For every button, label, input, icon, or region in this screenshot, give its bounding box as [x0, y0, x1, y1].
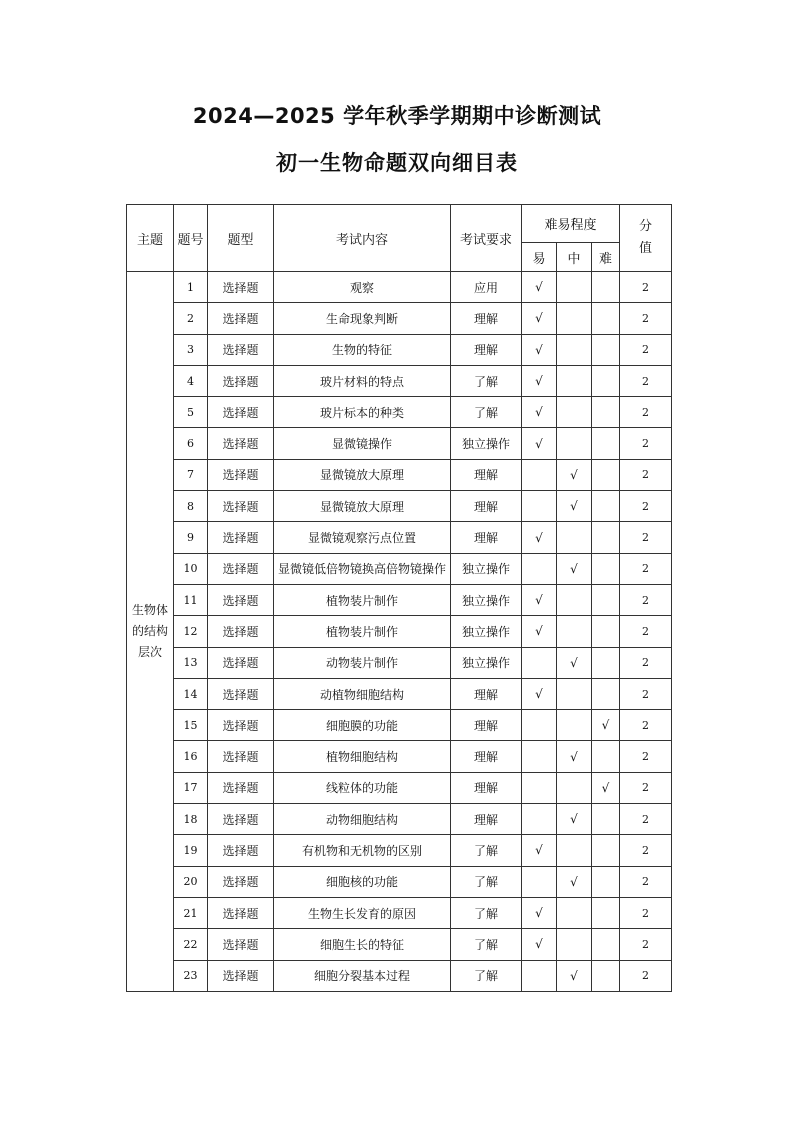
difficulty-medium-mark: [557, 584, 592, 615]
table-row: [127, 741, 672, 772]
question-requirement: 了解: [451, 365, 522, 396]
question-score: 2: [620, 616, 672, 647]
question-content: 植物装片制作: [274, 616, 451, 647]
difficulty-medium-mark: √: [557, 647, 592, 678]
question-requirement: 理解: [451, 303, 522, 334]
question-type: 选择题: [208, 397, 274, 428]
question-type: 选择题: [208, 584, 274, 615]
question-score: 2: [620, 365, 672, 396]
difficulty-hard-mark: [592, 647, 620, 678]
table-row: [127, 522, 672, 553]
table-row: [127, 303, 672, 334]
difficulty-hard-mark: [592, 303, 620, 334]
question-requirement: 独立操作: [451, 428, 522, 459]
header-easy: 易: [522, 243, 557, 272]
table-row: [127, 397, 672, 428]
difficulty-easy-mark: [522, 553, 557, 584]
question-number: 13: [174, 647, 208, 678]
table-body: [127, 272, 672, 992]
question-type: 选择题: [208, 710, 274, 741]
question-type: 选择题: [208, 804, 274, 835]
question-requirement: 理解: [451, 522, 522, 553]
difficulty-easy-mark: √: [522, 522, 557, 553]
question-content: 植物装片制作: [274, 584, 451, 615]
question-content: 显微镜操作: [274, 428, 451, 459]
question-content: 植物细胞结构: [274, 741, 451, 772]
difficulty-hard-mark: [592, 897, 620, 928]
difficulty-easy-mark: [522, 960, 557, 991]
question-content: 玻片标本的种类: [274, 397, 451, 428]
difficulty-medium-mark: [557, 897, 592, 928]
question-type: 选择题: [208, 741, 274, 772]
difficulty-hard-mark: [592, 491, 620, 522]
header-hard: 难: [592, 243, 620, 272]
question-type: 选择题: [208, 428, 274, 459]
question-content: 有机物和无机物的区别: [274, 835, 451, 866]
difficulty-medium-mark: √: [557, 866, 592, 897]
question-type: 选择题: [208, 897, 274, 928]
question-requirement: 了解: [451, 960, 522, 991]
question-score: 2: [620, 897, 672, 928]
question-number: 9: [174, 522, 208, 553]
difficulty-easy-mark: [522, 647, 557, 678]
question-score: 2: [620, 772, 672, 803]
difficulty-medium-mark: [557, 303, 592, 334]
header-topic: 主题: [127, 205, 174, 272]
question-content: 生物生长发育的原因: [274, 897, 451, 928]
question-score: 2: [620, 678, 672, 709]
difficulty-medium-mark: [557, 428, 592, 459]
question-requirement: 了解: [451, 835, 522, 866]
difficulty-hard-mark: [592, 741, 620, 772]
question-requirement: 了解: [451, 397, 522, 428]
header-number: 题号: [174, 205, 208, 272]
difficulty-hard-mark: [592, 553, 620, 584]
question-requirement: 理解: [451, 459, 522, 490]
document-subtitle: 初一生物命题双向细目表: [276, 151, 518, 175]
question-requirement: 理解: [451, 491, 522, 522]
question-type: 选择题: [208, 491, 274, 522]
difficulty-hard-mark: [592, 616, 620, 647]
question-score: 2: [620, 584, 672, 615]
table-row: [127, 584, 672, 615]
difficulty-easy-mark: [522, 710, 557, 741]
question-requirement: 理解: [451, 678, 522, 709]
question-score: 2: [620, 960, 672, 991]
question-type: 选择题: [208, 272, 274, 303]
difficulty-easy-mark: √: [522, 428, 557, 459]
difficulty-hard-mark: [592, 365, 620, 396]
question-requirement: 独立操作: [451, 647, 522, 678]
question-number: 17: [174, 772, 208, 803]
table-row: [127, 710, 672, 741]
question-requirement: 独立操作: [451, 553, 522, 584]
difficulty-hard-mark: [592, 866, 620, 897]
difficulty-easy-mark: [522, 741, 557, 772]
table-row: [127, 272, 672, 303]
difficulty-medium-mark: √: [557, 491, 592, 522]
difficulty-easy-mark: √: [522, 334, 557, 365]
question-number: 19: [174, 835, 208, 866]
difficulty-hard-mark: [592, 835, 620, 866]
question-type: 选择题: [208, 522, 274, 553]
difficulty-medium-mark: [557, 616, 592, 647]
difficulty-easy-mark: √: [522, 678, 557, 709]
question-number: 2: [174, 303, 208, 334]
difficulty-easy-mark: √: [522, 929, 557, 960]
question-number: 5: [174, 397, 208, 428]
table-row: [127, 897, 672, 928]
difficulty-medium-mark: [557, 835, 592, 866]
question-number: 7: [174, 459, 208, 490]
difficulty-hard-mark: [592, 522, 620, 553]
question-requirement: 理解: [451, 772, 522, 803]
difficulty-easy-mark: √: [522, 584, 557, 615]
question-number: 8: [174, 491, 208, 522]
difficulty-easy-mark: [522, 772, 557, 803]
question-number: 14: [174, 678, 208, 709]
header-medium: 中: [557, 243, 592, 272]
difficulty-medium-mark: [557, 772, 592, 803]
question-score: 2: [620, 929, 672, 960]
table-row: [127, 960, 672, 991]
question-score: 2: [620, 647, 672, 678]
question-type: 选择题: [208, 365, 274, 396]
question-content: 生命现象判断: [274, 303, 451, 334]
table-row: [127, 804, 672, 835]
difficulty-medium-mark: √: [557, 553, 592, 584]
table-row: [127, 866, 672, 897]
table-row: [127, 616, 672, 647]
question-type: 选择题: [208, 459, 274, 490]
question-content: 细胞核的功能: [274, 866, 451, 897]
question-number: 15: [174, 710, 208, 741]
question-type: 选择题: [208, 647, 274, 678]
question-requirement: 理解: [451, 334, 522, 365]
header-score: [620, 205, 672, 272]
question-type: 选择题: [208, 678, 274, 709]
question-score: 2: [620, 866, 672, 897]
question-number: 18: [174, 804, 208, 835]
table-row: [127, 334, 672, 365]
difficulty-medium-mark: [557, 272, 592, 303]
difficulty-easy-mark: √: [522, 835, 557, 866]
document-title: 2024—2025 学年秋季学期期中诊断测试: [192, 104, 602, 128]
difficulty-medium-mark: [557, 397, 592, 428]
question-content: 动物装片制作: [274, 647, 451, 678]
question-content: 动物细胞结构: [274, 804, 451, 835]
table-row: [127, 459, 672, 490]
header-difficulty: 难易程度: [522, 205, 620, 243]
question-number: 21: [174, 897, 208, 928]
table-row: [127, 929, 672, 960]
difficulty-hard-mark: [592, 459, 620, 490]
question-content: 显微镜低倍物镜换高倍物镜操作: [274, 553, 451, 584]
question-requirement: 独立操作: [451, 584, 522, 615]
difficulty-medium-mark: [557, 678, 592, 709]
table-row: [127, 491, 672, 522]
question-number: 11: [174, 584, 208, 615]
question-number: 12: [174, 616, 208, 647]
question-requirement: 应用: [451, 272, 522, 303]
difficulty-medium-mark: [557, 365, 592, 396]
question-content: 显微镜放大原理: [274, 491, 451, 522]
question-score: 2: [620, 272, 672, 303]
table-row: [127, 678, 672, 709]
difficulty-hard-mark: [592, 334, 620, 365]
question-score: 2: [620, 334, 672, 365]
question-content: 观察: [274, 272, 451, 303]
question-requirement: 理解: [451, 741, 522, 772]
question-type: 选择题: [208, 772, 274, 803]
specification-table: [126, 204, 672, 992]
question-number: 23: [174, 960, 208, 991]
header-type: 题型: [208, 205, 274, 272]
question-score: 2: [620, 553, 672, 584]
difficulty-hard-mark: √: [592, 772, 620, 803]
question-type: 选择题: [208, 334, 274, 365]
difficulty-easy-mark: [522, 459, 557, 490]
difficulty-easy-mark: √: [522, 897, 557, 928]
difficulty-easy-mark: √: [522, 616, 557, 647]
question-type: 选择题: [208, 866, 274, 897]
question-requirement: 理解: [451, 710, 522, 741]
question-type: 选择题: [208, 835, 274, 866]
question-number: 3: [174, 334, 208, 365]
question-type: 选择题: [208, 929, 274, 960]
question-type: 选择题: [208, 553, 274, 584]
table-row: [127, 365, 672, 396]
question-score: 2: [620, 804, 672, 835]
question-content: 玻片材料的特点: [274, 365, 451, 396]
difficulty-medium-mark: √: [557, 741, 592, 772]
question-score: 2: [620, 522, 672, 553]
difficulty-hard-mark: [592, 960, 620, 991]
difficulty-medium-mark: [557, 522, 592, 553]
question-score: 2: [620, 741, 672, 772]
question-score: 2: [620, 710, 672, 741]
difficulty-medium-mark: √: [557, 459, 592, 490]
header-content: 考试内容: [274, 205, 451, 272]
difficulty-hard-mark: [592, 397, 620, 428]
question-score: 2: [620, 428, 672, 459]
question-content: 生物的特征: [274, 334, 451, 365]
question-score: 2: [620, 397, 672, 428]
difficulty-easy-mark: √: [522, 303, 557, 334]
question-type: 选择题: [208, 303, 274, 334]
question-content: 显微镜观察污点位置: [274, 522, 451, 553]
difficulty-medium-mark: √: [557, 804, 592, 835]
question-requirement: 独立操作: [451, 616, 522, 647]
difficulty-easy-mark: √: [522, 272, 557, 303]
table-row: [127, 647, 672, 678]
difficulty-hard-mark: √: [592, 710, 620, 741]
question-score: 2: [620, 303, 672, 334]
header-requirement: 考试要求: [451, 205, 522, 272]
question-number: 6: [174, 428, 208, 459]
question-requirement: 了解: [451, 897, 522, 928]
difficulty-hard-mark: [592, 804, 620, 835]
table-row: [127, 835, 672, 866]
question-number: 20: [174, 866, 208, 897]
difficulty-medium-mark: [557, 334, 592, 365]
difficulty-easy-mark: √: [522, 397, 557, 428]
question-score: 2: [620, 491, 672, 522]
question-number: 1: [174, 272, 208, 303]
question-score: 2: [620, 459, 672, 490]
question-content: 动植物细胞结构: [274, 678, 451, 709]
question-requirement: 了解: [451, 866, 522, 897]
question-content: 细胞生长的特征: [274, 929, 451, 960]
difficulty-easy-mark: [522, 804, 557, 835]
question-number: 22: [174, 929, 208, 960]
question-type: 选择题: [208, 960, 274, 991]
question-score: 2: [620, 835, 672, 866]
difficulty-medium-mark: √: [557, 960, 592, 991]
table-row: [127, 428, 672, 459]
question-requirement: 了解: [451, 929, 522, 960]
difficulty-hard-mark: [592, 584, 620, 615]
header-score-text: 分值: [638, 219, 652, 256]
difficulty-easy-mark: [522, 491, 557, 522]
difficulty-hard-mark: [592, 929, 620, 960]
question-content: 细胞分裂基本过程: [274, 960, 451, 991]
difficulty-medium-mark: [557, 929, 592, 960]
difficulty-easy-mark: [522, 866, 557, 897]
question-number: 4: [174, 365, 208, 396]
question-content: 显微镜放大原理: [274, 459, 451, 490]
difficulty-easy-mark: √: [522, 365, 557, 396]
question-number: 16: [174, 741, 208, 772]
question-type: 选择题: [208, 616, 274, 647]
difficulty-hard-mark: [592, 678, 620, 709]
difficulty-hard-mark: [592, 272, 620, 303]
table-row: [127, 553, 672, 584]
question-requirement: 理解: [451, 804, 522, 835]
topic-cell: 生物体的结构层次: [127, 272, 174, 992]
question-number: 10: [174, 553, 208, 584]
difficulty-hard-mark: [592, 428, 620, 459]
difficulty-medium-mark: [557, 710, 592, 741]
question-content: 细胞膜的功能: [274, 710, 451, 741]
table-row: [127, 772, 672, 803]
question-content: 线粒体的功能: [274, 772, 451, 803]
